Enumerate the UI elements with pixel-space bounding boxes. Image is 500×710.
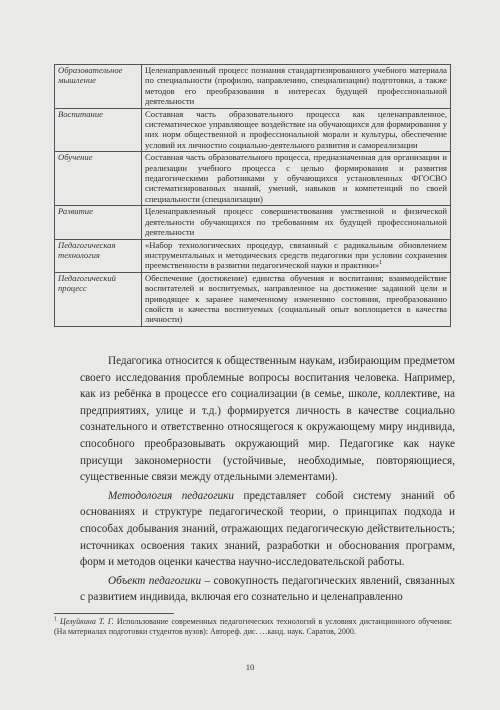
footnote	[54, 617, 452, 637]
term-cell: Воспитание	[55, 108, 142, 152]
definition-text: Целенаправленный процесс познания стандартизированного учебного материала по специальности (профилю, направлению, специализации) подготовки, а также методов его преобразования в интересах будущей профессиональной деятельности	[145, 65, 447, 107]
table-row	[55, 65, 451, 109]
page-number: 10	[245, 662, 255, 672]
footnote-mark: 1	[54, 616, 57, 623]
table-row	[55, 108, 451, 152]
term-cell: Педагогическая технология	[55, 239, 142, 272]
definition-cell	[142, 108, 451, 152]
footnote-author: Целуйкина Т. Г.	[60, 617, 114, 626]
definition-cell	[142, 152, 451, 206]
footnote-text: Использование современных педагогических технологий в условиях дистанционного обучения: (На материалах подготовки студентов вузов): Автореф. дис. …канд. наук. Саратов, 2000.	[54, 617, 453, 636]
table-row	[55, 239, 451, 272]
table-row	[55, 206, 451, 239]
term-object: Объект педагогики	[108, 574, 202, 587]
table-row	[55, 152, 451, 206]
term-cell: Развитие	[55, 206, 142, 239]
definition-text: «Набор технологических процедур, связанный с радикальным обновлением инструментальных и методических средств педагогики при условии сохранения преемственности в развитии педагогической науки и практики»	[145, 239, 447, 271]
term-cell: Образовательное мышление	[55, 65, 142, 109]
definition-text: Целенаправленный процесс совершенствования умственной и физической деятельности обучающихся по требованиям их будущей профессиональной деятельности	[145, 206, 447, 238]
definition-cell	[142, 272, 451, 326]
definition-cell	[142, 65, 451, 109]
term-methodology: Методология педагогики	[108, 489, 234, 502]
methodology-text: представляет собой систему знаний об основаниях и структуре педагогической теории, о принципах подхода и способах добывания знаний, отражающих педагогическую действительность; источниках освоения таких знаний, разработки и обоснования программ, форм и методов оценки качества научно-исследовательской работы.	[80, 489, 455, 569]
term-cell: Обучение	[55, 152, 142, 206]
definition-text: Составная часть образовательного процесса как целенаправленное, систематическое управляющее воздействие на обучающихся для формирования у них норм общественной и профессиональной морали и культуры, обеспечение условий их личностно социально-деятельного развития и самореализации	[145, 108, 447, 150]
definition-cell	[142, 206, 451, 239]
table-row	[55, 272, 451, 326]
definition-text: Составная часть образовательного процесса, предназначенная для организации и реализации учебного процесса с целью формирования и развития педагогическими работниками у обучающихся установленных ФГОСВО систематизированных знаний, умений, навыков и компетенций по своей специальности (специализации)	[145, 152, 447, 204]
term-cell: Педагогический процесс	[55, 272, 142, 326]
paragraph-object	[80, 573, 455, 606]
definition-text: Обеспечение (достижение) единства обучения и воспитания; взаимодействие воспитателей и воспитуемых, направленное на достижение заданной цели и приводящее к заранее намеченному изменению состояния, преобразованию свойств и качества воспитуемых (социальный опыт воплощается в качества личности)	[145, 272, 447, 325]
definition-cell	[142, 239, 451, 272]
object-text: – совокупность педагогических явлений, связанных с развитием индивида, включая его сознательно и целенаправленно	[80, 574, 455, 604]
footnote-reference: 1	[379, 260, 383, 267]
definitions-table	[54, 64, 451, 327]
paragraph-pedagogy: Педагогика относится к общественным наукам, избирающим предметом своего исследования проблемные вопросы воспитания человека. Например, как из ребёнка в процессе его социализации (в семье, школе, коллективе, на предприятиях, улице и т.д.) формируется личность в качестве социально сознательного и ответственно относящегося к окружающему миру индивида, способного преобразовывать окружающий мир. Педагогике как науке присущи закономерности (устойчивые, необходимые, повторяющиеся, существенные связи между отдельными элементами).	[80, 355, 455, 484]
body-text	[80, 353, 455, 606]
footnote-separator	[54, 613, 174, 614]
paragraph-methodology	[80, 488, 455, 571]
